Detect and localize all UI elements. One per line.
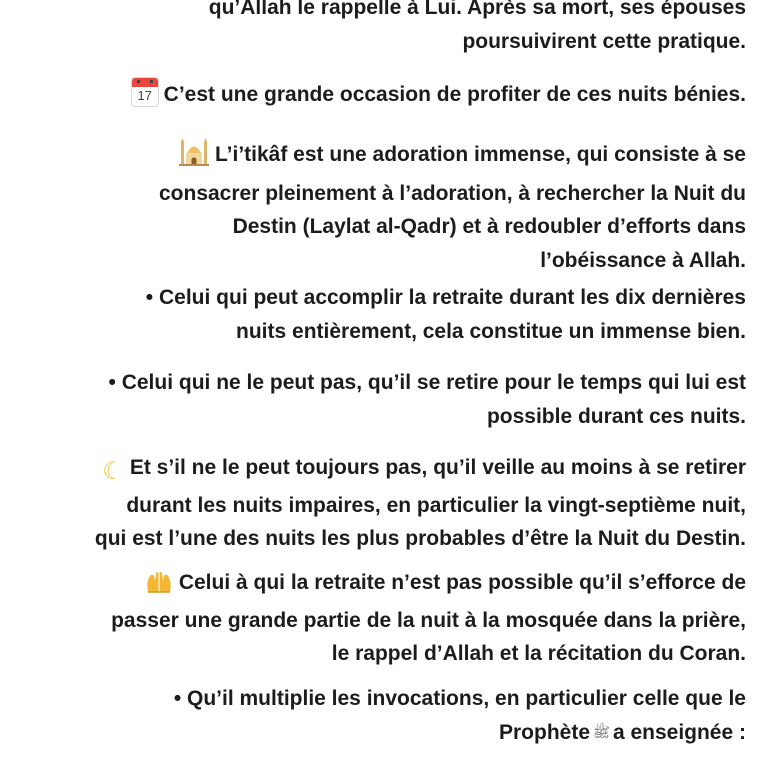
text-line: a enseignée :	[612, 720, 746, 744]
text-line: consacrer pleinement à l’adoration, à rechercher la Nuit du	[158, 181, 746, 205]
paragraph-invocations	[18, 682, 746, 749]
paragraph-opportunity	[18, 78, 746, 112]
paragraph-bullet-partial-retreat	[18, 366, 746, 433]
text-line: L’i’tikâf est une adoration immense, qui consiste à se	[215, 143, 746, 166]
text-line: Celui à qui la retraite n’est pas possible qu’il s’efforce de	[178, 571, 746, 594]
paragraph-itikaf	[18, 138, 746, 277]
paragraph-death-practice	[18, 0, 746, 58]
mosque-icon	[179, 138, 209, 177]
paragraph-bullet-full-retreat	[18, 281, 746, 348]
text-line: C’est une grande occasion de profiter de ces nuits bénies.	[163, 83, 746, 106]
calendar-day: 17	[137, 88, 152, 103]
text-line: possible durant ces nuits.	[486, 404, 746, 428]
text-line: le rappel d’Allah et la récitation du Coran.	[331, 642, 746, 665]
text-line: Et s’il ne le peut toujours pas, qu’il veille au moins à se retirer	[129, 456, 746, 479]
text-line: • Celui qui ne le peut pas, qu’il se retire pour le temps qui lui est	[108, 371, 746, 394]
text-line: l’obéissance à Allah.	[540, 248, 746, 272]
text-line: • Celui qui peut accomplir la retraite durant les dix dernières	[145, 286, 746, 309]
crescent-moon-icon: ☾	[102, 458, 124, 485]
text-line: • Qu’il multiplie les invocations, en particulier celle que le	[173, 687, 746, 710]
text-line: nuits entièrement, cela constitue un immense bien.	[236, 319, 746, 343]
text-line: passer une grande partie de la nuit à la mosquée dans la prière,	[111, 608, 746, 632]
calendar-icon	[132, 78, 158, 106]
text-line: qu’Allah le rappelle à Lui. Après sa mort, ses épouses	[208, 0, 746, 19]
text-line: qui est l’une des nuits les plus probables d’être la Nuit du Destin.	[94, 527, 746, 550]
text-line: poursuivirent cette pratique.	[462, 29, 746, 53]
text-line: durant les nuits impaires, en particulier la vingt-septième nuit,	[126, 493, 746, 517]
paragraph-mosque-night	[18, 566, 746, 671]
paragraph-odd-nights	[18, 451, 746, 556]
text-line: Destin (Laylat al-Qadr) et à redoubler d’efforts dans	[232, 215, 746, 238]
honorific-glyph: ﷺ	[593, 723, 610, 740]
raised-hands-icon	[145, 570, 173, 604]
text-line: Prophète	[499, 720, 591, 744]
